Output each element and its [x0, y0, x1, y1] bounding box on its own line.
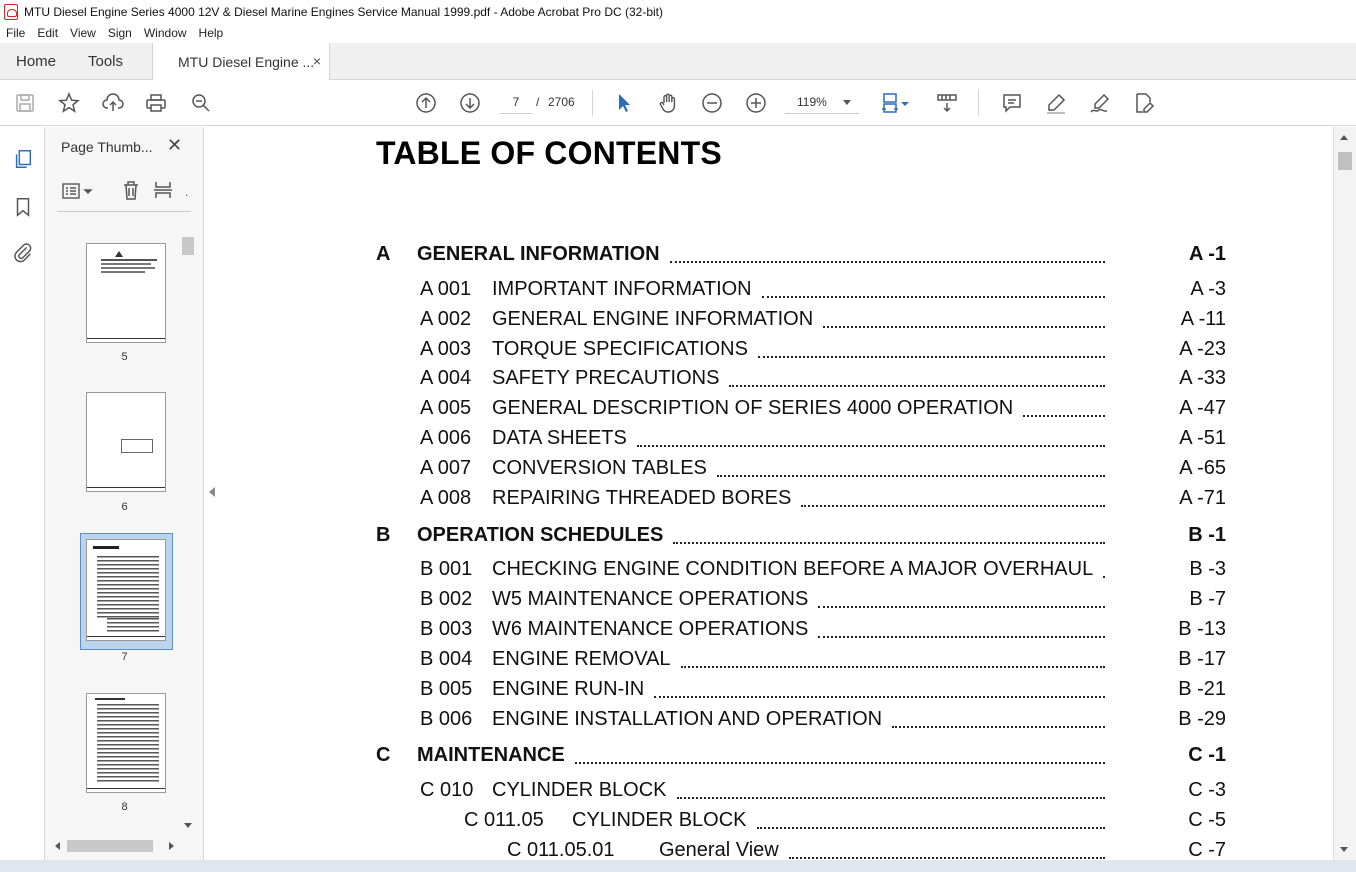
toc-title: GENERAL ENGINE INFORMATION [492, 308, 814, 330]
thumbnail-text-line [101, 263, 151, 265]
toc-title: GENERAL INFORMATION [417, 243, 660, 265]
toc-entry-row[interactable] [221, 779, 1333, 803]
toc-page-number: C -7 [1188, 839, 1226, 860]
tab-document-label: MTU Diesel Engine ... [178, 54, 315, 70]
toc-title: REPAIRING THREADED BORES [492, 487, 792, 509]
toc-code: B [376, 524, 391, 546]
panel-close-icon[interactable]: ✕ [167, 135, 183, 155]
toc-dot-leader [823, 304, 1105, 328]
toc-code: B 005 [420, 678, 473, 700]
toc-section-row[interactable] [221, 243, 1333, 267]
toc-page-number: A -11 [1180, 308, 1226, 330]
tab-bar [0, 43, 1356, 80]
toc-page-number: C -5 [1188, 809, 1226, 831]
zoom-search-icon[interactable] [188, 90, 214, 116]
save-icon[interactable] [12, 90, 38, 116]
thumbnail-page[interactable] [86, 392, 166, 492]
chevron-down-icon [843, 100, 851, 105]
toc-code: A 001 [420, 278, 472, 300]
toc-code: B 004 [420, 648, 473, 670]
toc-code: A 002 [420, 308, 472, 330]
toc-title: CYLINDER BLOCK [492, 779, 667, 801]
panel-toolbar [45, 173, 204, 213]
scroll-right-icon[interactable] [169, 842, 174, 850]
thumbnail-page[interactable] [86, 243, 166, 343]
tab-close-icon[interactable]: × [312, 53, 321, 69]
scroll-down-icon[interactable] [1340, 847, 1348, 852]
highlight-pen-icon[interactable] [1043, 90, 1069, 116]
toc-entry-row[interactable] [221, 648, 1333, 672]
toc-code: C 011.05.01 [507, 839, 615, 860]
fit-page-dropdown-icon[interactable] [898, 90, 912, 116]
toc-dot-leader [1023, 393, 1105, 417]
toc-title: MAINTENANCE [417, 744, 565, 766]
toc-code: C [376, 744, 391, 766]
bookmark-star-icon[interactable] [56, 90, 82, 116]
toc-dot-leader [757, 805, 1105, 829]
toc-entry-row[interactable] [221, 809, 1333, 833]
toc-dot-leader [789, 835, 1105, 859]
print-icon[interactable] [143, 90, 169, 116]
title-bar [0, 0, 1356, 23]
toc-title: DATA SHEETS [492, 427, 627, 449]
scroll-left-icon[interactable] [55, 842, 60, 850]
toc-dot-leader [677, 775, 1105, 799]
toc-title: W5 MAINTENANCE OPERATIONS [492, 588, 809, 610]
thumbnail-footer-line [87, 338, 165, 339]
insert-page-icon[interactable] [152, 179, 174, 206]
menu-edit[interactable]: Edit [37, 26, 59, 40]
toc-page-number: A -65 [1179, 457, 1226, 479]
toc-page-number: B -1 [1188, 524, 1226, 546]
thumbnail-footer-line [87, 636, 165, 637]
thumbnail-footer-line [87, 788, 165, 789]
toc-section-row[interactable] [221, 524, 1333, 548]
menu-file[interactable]: File [6, 26, 26, 40]
toc-entry-row[interactable] [221, 839, 1333, 860]
thumbnail-label: 5 [121, 351, 128, 363]
zoom-out-icon[interactable] [699, 90, 725, 116]
toc-entry-row[interactable] [221, 487, 1333, 511]
toc-page-number: B -13 [1178, 618, 1226, 640]
page-thumbnails-icon[interactable] [11, 147, 35, 171]
thumbnail-options-icon[interactable] [61, 181, 95, 208]
hand-tool-icon[interactable] [655, 90, 681, 116]
toc-title: ENGINE REMOVAL [492, 648, 671, 670]
toc-code: B 002 [420, 588, 473, 610]
toc-entry-row[interactable] [221, 278, 1333, 302]
toc-code: A 005 [420, 397, 472, 419]
scroll-mode-icon[interactable] [934, 90, 960, 116]
toc-title: W6 MAINTENANCE OPERATIONS [492, 618, 809, 640]
page-thumbnails-panel [45, 127, 204, 860]
toc-page-number: A -1 [1188, 243, 1226, 265]
toc-dot-leader [670, 239, 1105, 263]
upload-cloud-icon[interactable] [100, 90, 126, 116]
zoom-level-select[interactable] [785, 91, 859, 114]
toc-entry-row[interactable] [221, 457, 1333, 481]
toc-page-number: C -3 [1188, 779, 1226, 801]
thumbnail-text-line [101, 259, 157, 261]
toc-dot-leader [762, 274, 1105, 298]
scroll-down-icon[interactable] [184, 823, 192, 828]
thumbnail-toc-lines [97, 556, 159, 618]
thumbnail-label: 7 [121, 651, 128, 663]
toc-code: C 011.05 [464, 809, 544, 831]
toc-dot-leader [818, 584, 1105, 608]
thumbnail-page-selected[interactable] [86, 539, 166, 641]
toc-dot-leader [654, 674, 1105, 698]
toc-page-number: A -71 [1179, 487, 1226, 509]
toc-title: General View [659, 839, 779, 860]
toc-section-row[interactable] [221, 744, 1333, 768]
toc-entry-row[interactable] [221, 708, 1333, 732]
toc-page-number: B -17 [1178, 648, 1226, 670]
toc-title: OPERATION SCHEDULES [417, 524, 664, 546]
zoom-in-icon[interactable] [743, 90, 769, 116]
menu-window[interactable]: Window [143, 26, 187, 40]
thumbnail-text-line [95, 698, 125, 700]
zoom-level-value: 119% [797, 95, 827, 109]
select-cursor-icon[interactable] [611, 90, 637, 116]
thumbnail-text-line [101, 271, 145, 273]
toc-page-number: C -1 [1188, 744, 1226, 766]
toc-entry-row[interactable] [221, 588, 1333, 612]
previous-page-icon[interactable] [413, 90, 439, 116]
toc-page-number: A -3 [1190, 278, 1226, 300]
toc-dot-leader [673, 520, 1105, 544]
toc-dot-leader [717, 453, 1105, 477]
toc-code: A 003 [420, 338, 472, 360]
thumbnail-footer-line [87, 487, 165, 488]
panel-hscroll-thumb[interactable] [67, 840, 153, 852]
toc-page-number: A -23 [1179, 338, 1226, 360]
menu-help[interactable]: Help [198, 26, 224, 40]
toc-dot-leader [729, 363, 1105, 387]
tab-document[interactable] [152, 43, 330, 81]
toc-entry-row[interactable] [221, 397, 1333, 421]
toc-title: ENGINE RUN-IN [492, 678, 645, 700]
document-view[interactable] [221, 127, 1333, 860]
toc-entry-row[interactable] [221, 338, 1333, 362]
toolbar-divider [592, 90, 593, 116]
taskbar-strip [0, 860, 1356, 872]
toc-page-number: A -33 [1179, 367, 1226, 389]
toc-dot-leader [575, 740, 1105, 764]
toc-title: TORQUE SPECIFICATIONS [492, 338, 748, 360]
thumbnail-text-line [93, 546, 119, 549]
toc-title: SAFETY PRECAUTIONS [492, 367, 720, 389]
toc-entry-row[interactable] [221, 558, 1333, 582]
panel-scroll-thumb[interactable] [182, 237, 194, 255]
toc-dot-leader [758, 334, 1105, 358]
edit-pdf-icon[interactable] [1131, 90, 1157, 116]
tab-home[interactable]: Home [16, 53, 57, 70]
window-title: MTU Diesel Engine Series 4000 12V & Diesel Marine Engines Service Manual 1999.pdf - Adobe Acrobat Pro DC (32-bit) [24, 4, 663, 19]
toc-page-number: B -7 [1189, 588, 1226, 610]
toc-code: B 001 [420, 558, 473, 580]
comment-icon[interactable] [999, 90, 1025, 116]
page-total: 2706 [548, 95, 575, 109]
menu-view[interactable]: View [70, 26, 96, 40]
toc-dot-leader [637, 423, 1105, 447]
thumbnail-label: 6 [121, 501, 128, 513]
toc-dot-leader [892, 704, 1105, 728]
toc-page-number: B -3 [1189, 558, 1226, 580]
toolbar-divider [978, 90, 979, 116]
toc-code: B 003 [420, 618, 473, 640]
tab-tools[interactable]: Tools [88, 53, 124, 70]
toc-dot-leader [681, 644, 1105, 668]
toc-page-number: B -21 [1178, 678, 1226, 700]
toc-page-number: A -51 [1179, 427, 1226, 449]
main-toolbar [0, 80, 1356, 126]
toc-code: C 010 [420, 779, 474, 801]
toc-title: CHECKING ENGINE CONDITION BEFORE A MAJOR OVERHAUL [492, 558, 1094, 580]
more-options-icon[interactable]: . [185, 185, 189, 199]
panel-vertical-scrollbar[interactable] [181, 235, 195, 833]
menu-sign[interactable]: Sign [107, 26, 132, 40]
toc-code: A 004 [420, 367, 472, 389]
panel-horizontal-scrollbar[interactable] [51, 835, 181, 857]
toc-dot-leader [1103, 554, 1105, 578]
toc-page-number: B -29 [1178, 708, 1226, 730]
toc-code: A 006 [420, 427, 472, 449]
document-scroll-thumb[interactable] [1338, 152, 1352, 170]
toc-entry-row[interactable] [221, 308, 1333, 332]
delete-page-icon[interactable] [120, 179, 142, 206]
toc-code: B 006 [420, 708, 473, 730]
navigation-rail [0, 127, 45, 860]
warning-icon [115, 251, 123, 257]
toc-entry-row[interactable] [221, 678, 1333, 702]
bookmarks-icon[interactable] [11, 195, 35, 219]
toc-page-number: A -47 [1179, 397, 1226, 419]
document-vertical-scrollbar[interactable] [1333, 127, 1356, 860]
toc-title: IMPORTANT INFORMATION [492, 278, 752, 300]
toc-dot-leader [818, 614, 1105, 638]
toc-entry-row[interactable] [221, 367, 1333, 391]
thumbnail-page[interactable] [86, 693, 166, 793]
thumbnail-toc-lines [107, 618, 159, 632]
toc-code: A 007 [420, 457, 472, 479]
thumbnail-text-box [121, 439, 153, 453]
toc-code: A [376, 243, 391, 265]
thumbnail-text-line [101, 267, 155, 269]
sign-icon[interactable] [1087, 90, 1113, 116]
scroll-up-icon[interactable] [1340, 135, 1348, 140]
toc-title: GENERAL DESCRIPTION OF SERIES 4000 OPERATION [492, 397, 1014, 419]
toc-dot-leader [801, 483, 1105, 507]
toc-title: CYLINDER BLOCK [572, 809, 747, 831]
menu-bar [0, 23, 1356, 43]
toc-title: ENGINE INSTALLATION AND OPERATION [492, 708, 883, 730]
panel-title: Page Thumb... [61, 139, 153, 155]
toc-code: A 008 [420, 487, 472, 509]
panel-toolbar-divider [57, 211, 191, 212]
thumbnail-toc-lines [97, 704, 159, 784]
collapse-panel-icon[interactable] [209, 487, 215, 497]
page-number-input[interactable]: 7 [500, 91, 532, 114]
toc-entry-row[interactable] [221, 618, 1333, 642]
acrobat-icon [4, 4, 18, 20]
page-separator: / [536, 95, 540, 109]
document-heading: TABLE OF CONTENTS [376, 135, 722, 171]
toc-entry-row[interactable] [221, 427, 1333, 451]
attachments-icon[interactable] [11, 240, 35, 264]
next-page-icon[interactable] [457, 90, 483, 116]
toc-title: CONVERSION TABLES [492, 457, 707, 479]
thumbnail-label: 8 [121, 801, 128, 813]
